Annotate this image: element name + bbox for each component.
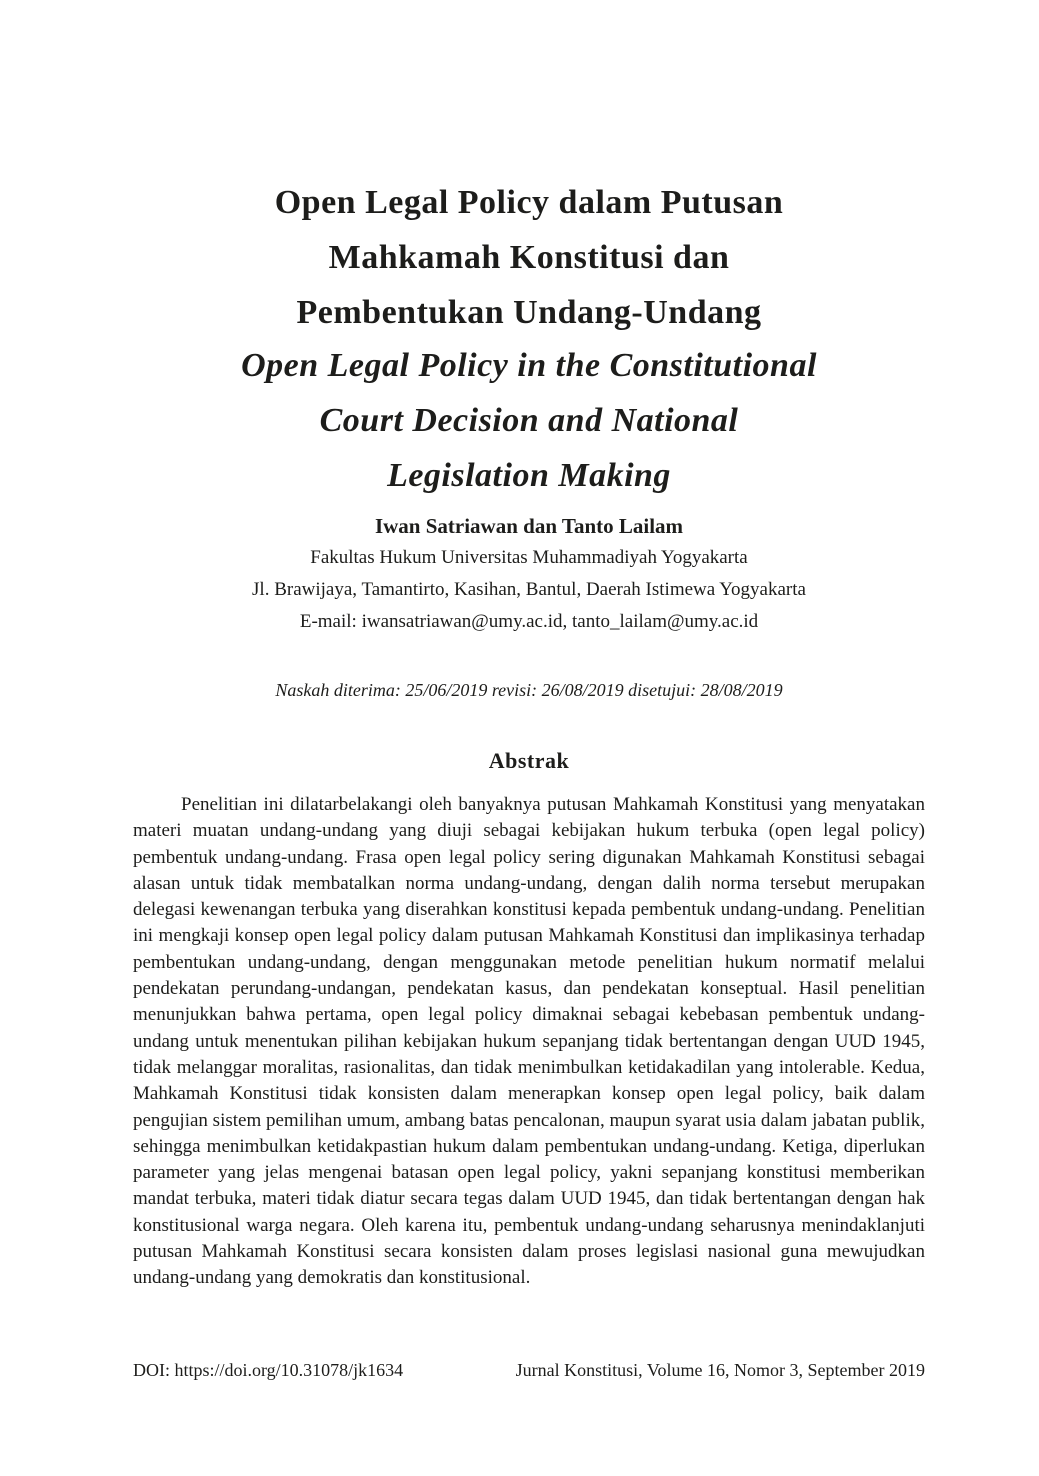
footer-doi: DOI: https://doi.org/10.31078/jk1634 [133, 1360, 404, 1380]
title-english-line-1: Open Legal Policy in the Constitutional [241, 347, 817, 384]
author-email: E-mail: iwansatriawan@umy.ac.id, tanto_lailam@umy.ac.id [299, 611, 759, 632]
footer-journal-info: Jurnal Konstitusi, Volume 16, Nomor 3, September 2019 [515, 1360, 925, 1380]
manuscript-history: Naskah diterima: 25/06/2019 revisi: 26/08/2019 disetujui: 28/08/2019 [275, 680, 783, 700]
author-name: Iwan Satriawan dan Tanto Lailam [374, 514, 684, 538]
author-affiliation: Fakultas Hukum Universitas Muhammadiyah Yogyakarta [310, 547, 748, 568]
title-indonesian-line-3: Pembentukan Undang-Undang [296, 294, 762, 331]
author-address: Jl. Brawijaya, Tamantirto, Kasihan, Bantul, Daerah Istimewa Yogyakarta [252, 579, 806, 600]
title-indonesian [133, 175, 925, 340]
title-english-line-3: Legislation Making [387, 457, 671, 494]
author-block [133, 510, 925, 638]
title-english [133, 338, 925, 503]
page-footer [133, 1360, 925, 1381]
title-indonesian-line-1: Open Legal Policy dalam Putusan [274, 184, 784, 221]
title-indonesian-line-2: Mahkamah Konstitusi dan [328, 239, 730, 276]
abstract-heading: Abstrak [488, 748, 570, 773]
title-english-line-2: Court Decision and National [319, 402, 739, 439]
abstract-text: Penelitian ini dilatarbelakangi oleh banyaknya putusan Mahkamah Konstitusi yang menyatakan materi muatan undang-undang yang diuji sebagai kebijakan hukum terbuka (open legal policy) pembentuk undang-undang. Frasa open legal policy sering digunakan Mahkamah Konstitusi sebagai alasan untuk tidak membatalkan norma undang-undang, dengan dalih norma tersebut merupakan delegasi kewenangan terbuka yang diserahkan konstitusi kepada pembentuk undang-undang. Penelitian ini mengkaji konsep open legal policy dalam putusan Mahkamah Konstitusi dan implikasinya terhadap pembentukan undang-undang, dengan menggunakan metode penelitian hukum normatif melalui pendekatan perundang-undangan, pendekatan kasus, dan pendekatan konseptual. Hasil penelitian menunjukkan bahwa pertama, open legal policy dimaknai sebagai kebebasan pembentuk undang-undang untuk menentukan pilihan kebijakan hukum sepanjang tidak bertentangan dengan UUD 1945, tidak melanggar moralitas, rasionalitas, dan tidak menimbulkan ketidakadilan yang intolerable. Kedua, Mahkamah Konstitusi tidak konsisten dalam menerapkan konsep open legal policy, baik dalam pengujian sistem pemilihan umum, ambang batas pencalonan, maupun syarat usia dalam jabatan publik, sehingga menimbulkan ketidakpastian hukum dalam pembentukan undang-undang. Ketiga, diperlukan parameter yang jelas mengenai batasan open legal policy, yakni sepanjang konstitusi memberikan mandat terbuka, materi tidak diatur secara tegas dalam UUD 1945, dan tidak bertentangan dengan hak konstitusional warga negara. Oleh karena itu, pembentuk undang-undang seharusnya menindaklanjuti putusan Mahkamah Konstitusi secara konsisten dalam proses legislasi nasional guna mewujudkan undang-undang yang demokratis dan konstitusional. [133, 794, 925, 1289]
